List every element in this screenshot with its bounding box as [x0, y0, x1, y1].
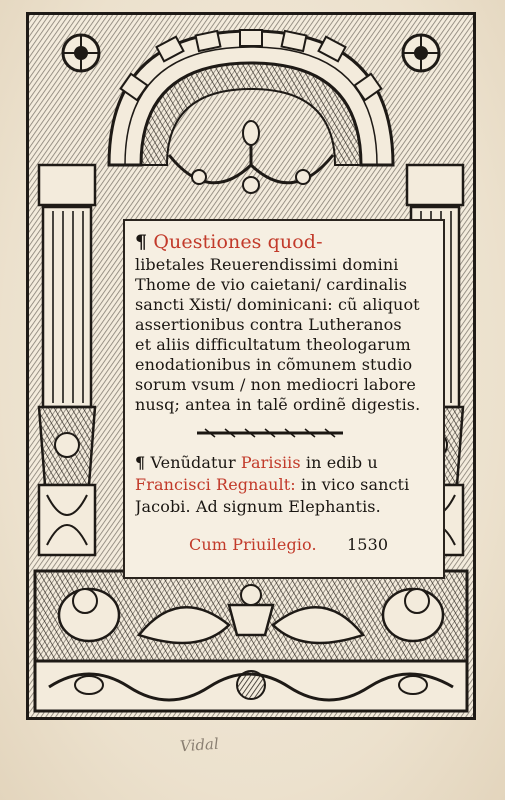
title-line-9: nusq; antea in talẽ ordinẽ digestis. — [135, 395, 421, 414]
rosette-right-icon — [403, 35, 439, 71]
title-line-5: assertionibus contra Lutheranos — [135, 315, 402, 334]
pilcrow-mark: ¶ — [135, 231, 148, 253]
imprint-pilcrow-mark: ¶ — [135, 453, 146, 472]
title-line-6: et aliis difficultatum theologarum — [135, 335, 411, 354]
left-column — [39, 165, 95, 555]
imprint-parisiis: Parisiis — [240, 453, 301, 472]
imprint-venundatur: Venũdatur — [150, 453, 236, 472]
rosette-left-icon — [63, 35, 99, 71]
title-line-7: enodationibus in cõmunem studio — [135, 355, 413, 374]
imprint-in-edib: in edib — [305, 453, 363, 472]
privilege-year: 1530 — [347, 535, 389, 554]
imprint-line-1 — [135, 453, 435, 473]
title-line-2: libetales Reuerendissimi domini — [135, 255, 399, 274]
title-line-4: sancti Xisti/ dominicani: cũ aliquot — [135, 295, 420, 314]
woodcut-border — [26, 12, 476, 720]
title-line-1 — [135, 231, 435, 253]
title-red-words: Questiones quod- — [153, 231, 323, 253]
imprint-line-2 — [135, 475, 435, 495]
imprint-in-vico: in vico sancti — [300, 475, 410, 494]
printer-ornament-rule — [195, 427, 345, 439]
title-line-3: Thome de vio caietani/ cardinalis — [135, 275, 408, 294]
privilege-line — [189, 535, 435, 555]
title-text-panel — [123, 219, 445, 579]
lower-frieze — [35, 571, 467, 661]
title-line-8: sorum vsum / non mediocri labore — [135, 375, 416, 394]
imprint-letter-u: u — [367, 453, 378, 472]
imprint-printer: Francisci Regnault: — [135, 475, 296, 494]
privilege-label: Cum Priuilegio. — [189, 535, 317, 554]
handwritten-signature: Vidal — [179, 734, 220, 756]
imprint-line-3: Jacobi. Ad signum Elephantis. — [135, 497, 381, 516]
bottom-band — [35, 661, 467, 711]
